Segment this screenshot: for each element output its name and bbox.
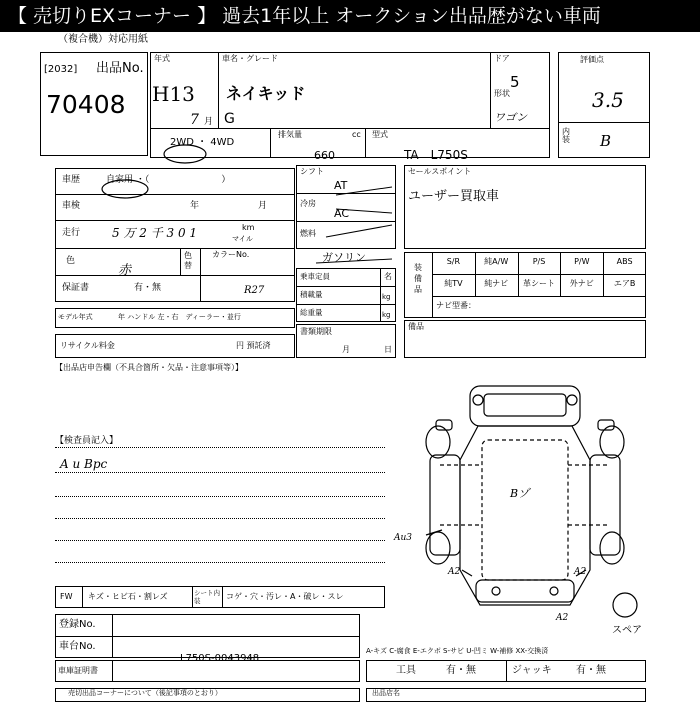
form-subtitle: （複合機）対応用紙 <box>58 34 148 45</box>
inspector-note: A u Bpc <box>60 457 108 471</box>
displacement-label: 排気量 <box>278 130 302 139</box>
bottom-left-text: 売切出品コーナーについて（後記事項のとおり） <box>68 689 222 697</box>
history-value: 自家用 ・（ ） <box>106 175 231 185</box>
fuel-label: 燃料 <box>300 229 316 238</box>
score-label: 評価点 <box>580 55 604 64</box>
equipment-item-1: 純ナビ <box>484 279 509 288</box>
doc-deadline-day: 日 <box>384 345 392 354</box>
model-label: 型式 <box>372 130 388 139</box>
equipment-header-2: P/S <box>532 257 546 266</box>
sales-point-label: セールスポイント <box>408 167 472 176</box>
interior-grade: B <box>600 132 612 150</box>
navi-model-label: ナビ型番： <box>436 301 476 310</box>
car-name: ネイキッド <box>226 84 306 103</box>
fuel-value: ガソリン <box>322 251 366 264</box>
color-no-label: カラーNo. <box>212 250 250 259</box>
inspector-label: 【検査員記入】 <box>55 436 119 446</box>
drive-type: 2WD ・ 4WD <box>170 137 235 148</box>
header-banner: 【 売切りEXコーナー 】 過去1年以上 オークション出品歴がない車両 <box>0 0 700 32</box>
jack-label: ジャッキ <box>512 665 552 676</box>
chassis-number: L750S-0043948 <box>180 653 260 664</box>
lot-number: 70408 <box>46 90 126 119</box>
equipment-label: 装備品 <box>414 263 422 294</box>
equipment-header-4: ABS <box>616 257 633 266</box>
bottom-right-text: 出品店名 <box>372 689 400 697</box>
warranty-label: 保証書 <box>62 283 90 293</box>
history-label: 車歴 <box>62 175 81 185</box>
color-value: 赤 <box>118 263 132 278</box>
inspection-year-unit: 年 <box>190 201 200 211</box>
damage-legend: A-キズ C-腐食 E-エクボ S-サビ U-凹ミ W-補修 XX-交換済 <box>366 647 549 655</box>
notes-box <box>404 320 646 358</box>
score-value: 3.5 <box>592 88 624 112</box>
equipment-item-4: エアB <box>613 279 636 288</box>
equipment-header-1: 純A/W <box>484 257 509 266</box>
model-year-label: モデル年式 <box>58 313 93 321</box>
doc-deadline-month: 月 <box>342 345 350 354</box>
handle-dealer-text: 年 ハンドル 左・右 ディーラー・並行 <box>118 313 241 321</box>
chassis-no-label: 車台No. <box>59 641 96 652</box>
equipment-header-0: S/R <box>446 257 461 266</box>
doc-deadline-label: 書類期限 <box>300 327 332 336</box>
shop-note-label: 【出品店申告欄（不具合箇所・欠品・注意事項等）】 <box>55 363 243 372</box>
recycle-label: リサイクル料金 <box>60 341 115 350</box>
shift-value: AT <box>334 179 348 192</box>
displacement-unit: cc <box>352 130 361 139</box>
equipment-row-divider <box>432 274 646 275</box>
door-label: ドア <box>494 54 510 63</box>
ac-label: 冷房 <box>300 199 316 208</box>
drive-circle-mark <box>162 142 208 166</box>
car-name-label: 車名・グレード <box>222 54 278 63</box>
garage-cert-label: 車庫証明書 <box>58 666 98 675</box>
equipment-item-2: 革シート <box>522 279 555 288</box>
damage-mark-a2-right: A2 <box>574 567 587 577</box>
lot-label: 出品No. <box>96 61 144 76</box>
year-value: H13 <box>152 82 195 106</box>
ac-value: AC <box>334 207 350 220</box>
total-kg-unit: kg <box>382 311 391 319</box>
damage-mark-au3: Au3 <box>394 533 413 543</box>
mileage-label: 走行 <box>62 228 81 238</box>
damage-mark-a2-left: A2 <box>448 567 461 577</box>
month-value: 7 <box>190 112 199 128</box>
color-no: R27 <box>244 285 265 296</box>
year-label: 年式 <box>154 54 170 63</box>
km-unit: km <box>242 223 255 232</box>
displacement: 660 <box>314 149 335 162</box>
color-change-label: 色替 <box>184 251 192 270</box>
recycle-text: 円 預託済 <box>236 341 271 350</box>
reg-no-label: 登録No. <box>59 619 96 630</box>
doors: 5 <box>510 73 520 91</box>
sales-point-box <box>404 165 646 249</box>
strike-marks <box>296 165 396 275</box>
tools-label: 工具 <box>396 665 416 676</box>
seat-text: コゲ・穴・汚レ・A・破レ・スレ <box>226 592 344 601</box>
spare-label: スペア <box>612 625 642 636</box>
month-unit: 月 <box>204 117 214 127</box>
shift-label: シフト <box>300 167 324 176</box>
damage-mark-b: Bゾ <box>510 487 530 500</box>
fw-label: FW <box>60 592 73 601</box>
jack-value: 有・無 <box>576 665 606 676</box>
equipment-item-3: 外ナビ <box>569 279 594 288</box>
inspection-label: 車検 <box>62 201 81 211</box>
seat-label: シート内装 <box>194 589 220 605</box>
warranty-value: 有・無 <box>134 283 162 293</box>
tools-value: 有・無 <box>446 665 476 676</box>
capacity-unit: 名 <box>384 272 392 281</box>
notes-label: 備品 <box>408 322 424 331</box>
mileage-value: 5 万 2 千 3 0 1 <box>112 226 198 240</box>
private-use-circle-mark <box>100 178 150 200</box>
grade: G <box>224 111 235 127</box>
interior-label: 内装 <box>562 127 570 144</box>
body-shape: ワゴン <box>494 111 527 124</box>
car-damage-diagram <box>400 380 650 630</box>
inspection-month-unit: 月 <box>258 201 268 211</box>
equipment-grid <box>432 252 646 296</box>
mile-unit: マイル <box>232 235 253 243</box>
capacity-label: 乗車定員 <box>300 272 330 281</box>
total-weight-label: 総重量 <box>300 308 323 317</box>
fw-text: キズ・ヒビ石・割レズ <box>88 592 168 601</box>
load-label: 積載量 <box>300 290 323 299</box>
model-value: TA L750S <box>404 148 468 162</box>
equipment-header-3: P/W <box>574 257 590 266</box>
equipment-item-0: 純TV <box>444 279 463 288</box>
load-kg-unit: kg <box>382 293 391 301</box>
body-shape-label: 形状 <box>494 89 510 98</box>
color-label: 色 <box>66 256 76 266</box>
damage-mark-a2-bottom: A2 <box>556 613 569 623</box>
sheet-code: [2032] <box>44 64 78 75</box>
sales-point-value: ユーザー買取車 <box>408 189 500 204</box>
